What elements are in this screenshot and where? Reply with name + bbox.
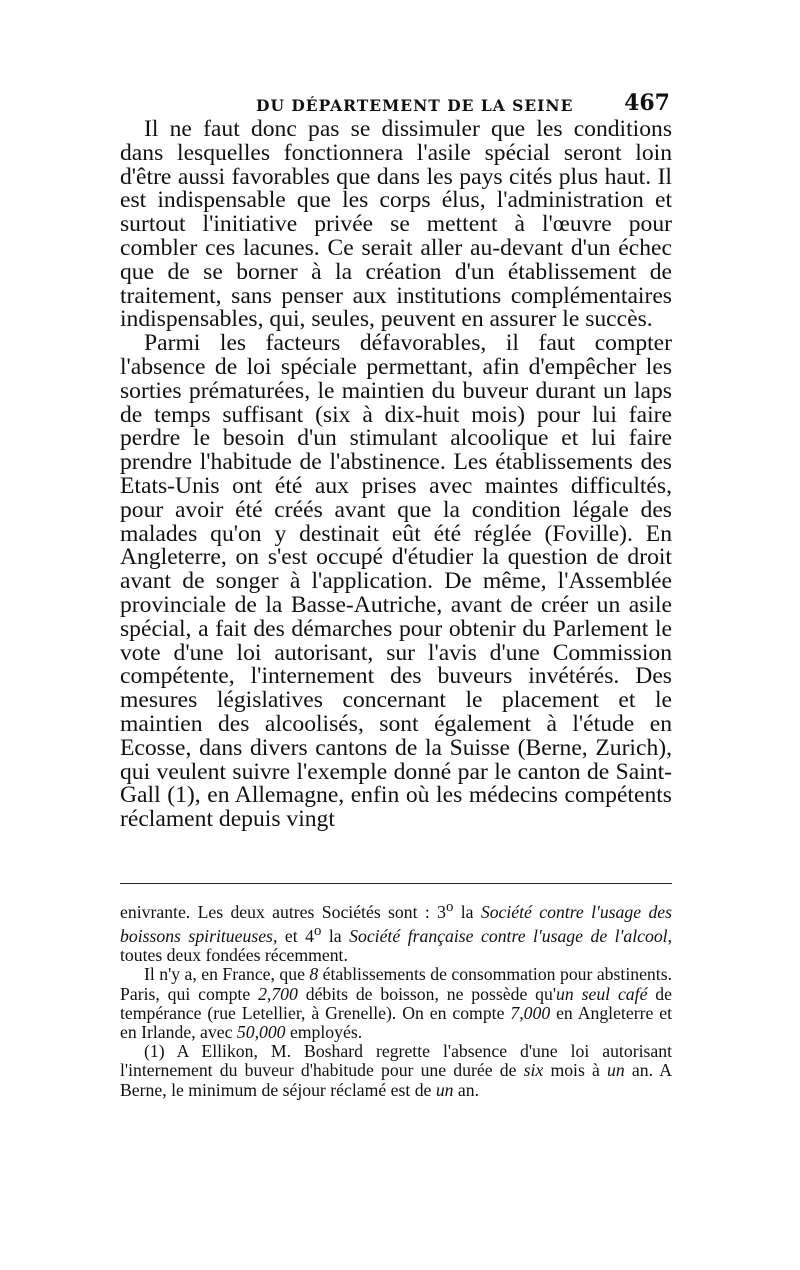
paragraph: Il ne faut donc pas se dissimuler que les conditions dans lesquelles fonctionnera l'asile spécial seront loin d'être aussi favorables que dans les pays cités plus haut. Il est indispensable que les corps élus, l'administration et surtout l'initiative privée se mettent à l'œuvre pour combler ces lacunes. Ce serait aller au-devant d'un échec que de se borner à la création d'un établissement de traitement, sans penser aux institutions complémentaires indispensables, qui, seules, peuvent en assurer le succès. (120, 116, 672, 333)
footnotes (120, 898, 672, 1100)
page-number: 467 (624, 90, 670, 116)
footnote-paragraph: Il n'y a, en France, que 8 établissements de consommation pour abstinents. Paris, qui compte 2,700 débits de boisson, ne possède qu'un seul café de tempérance (rue Letellier, à Grenelle). On en compte 7,000 en Angleterre et en Irlande, avec 50,000 employés. (120, 964, 673, 1042)
footnote-separator (120, 883, 672, 884)
paragraph: Parmi les facteurs défavorables, il faut compter l'absence de loi spéciale permettant, afin d'empêcher les sorties prématurées, le maintien du buveur durant un laps de temps suffisant (six à dix-huit mois) pour lui faire perdre le besoin d'un stimulant alcoolique et lui faire prendre l'habitude de l'abstinence. Les établissements des Etats-Unis ont été aux prises avec maintes difficultés, pour avoir été créés avant que la condition légale des malades qu'on y destinait eût été réglée (Foville). En Angleterre, on s'est occupé d'étudier la question de droit avant de songer à l'application. De même, l'Assemblée provinciale de la Basse-Autriche, avant de créer un asile spécial, a fait des démarches pour obtenir du Parlement le vote d'une loi autorisant, sur l'avis d'une Commission compétente, l'internement des buveurs invétérés. Des mesures législatives concernant le placement et le maintien des alcoolisés, sont également à l'étude en Ecosse, dans divers cantons de la Suisse (Berne, Zurich), qui veulent suivre l'exemple donné par le canton de Saint-Gall (1), en Allemagne, enfin où les médecins compétents réclament depuis vingt (120, 330, 672, 833)
running-title: DU DÉPARTEMENT DE LA SEINE (256, 96, 574, 115)
main-text (120, 118, 672, 832)
footnote-1: (1) A Ellikon, M. Boshard regrette l'absence d'une loi autorisant l'internement du buveur d'habitude pour une durée de six mois à un an. A Berne, le minimum de séjour réclamé est de un an. (120, 1041, 672, 1100)
footnote-continuation: enivrante. Les deux autres Sociétés sont : 3$^o$ la Société contre l'usage des boissons spiritueuses, et 4$^o$ la Société française contre l'usage de l'alcool, toutes deux fondées récemment. (120, 899, 673, 966)
